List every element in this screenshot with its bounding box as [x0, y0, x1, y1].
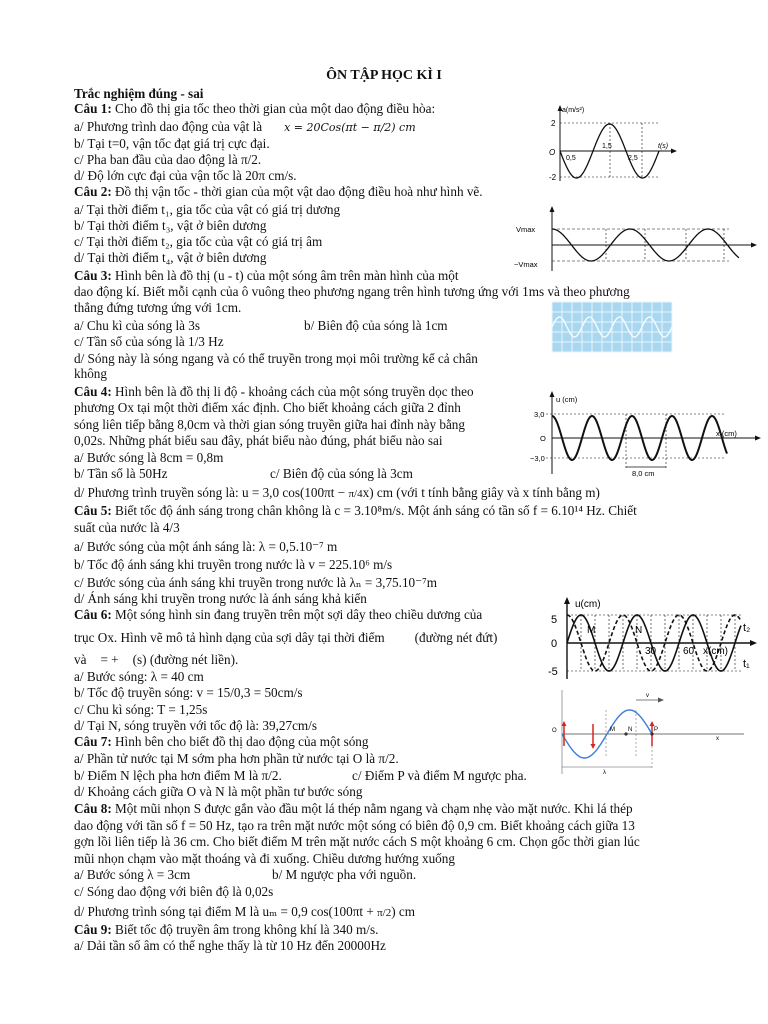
q5-stem-1: Câu 5: Biết tốc độ ánh sáng trong chân không là c = 3.10⁸m/s. Một ánh sáng có tần số f = 6.10¹⁴ Hz. Chiết — [74, 503, 637, 518]
fig2-vmax: Vmax — [516, 225, 536, 234]
q1-equation: x = 20Cos(πt − π/2) cm — [284, 121, 416, 134]
page-title: ÔN TẬP HỌC KÌ I — [326, 68, 442, 83]
q4-option-a: a/ Bước sóng là 8cm = 0,8m — [74, 450, 224, 465]
q4-stem-3: sóng liên tiếp bằng 8,0cm và thời gian sóng truyền giữa hai đỉnh này bằng — [74, 417, 465, 432]
fig4-ymin: −3,0 — [530, 454, 545, 463]
q7-option-c: c/ Điểm P và điểm M ngược pha. — [352, 768, 527, 783]
fig6-ylabel: u(cm) — [575, 599, 601, 610]
fig7-point-o: O — [552, 728, 557, 734]
fig7-wave-diagram — [548, 690, 748, 776]
q1-option-b: b/ Tại t=0, vận tốc đạt giá trị cực đại. — [74, 136, 270, 151]
q4-option-b: b/ Tần số là 50Hz — [74, 466, 168, 481]
fig7-point-n: N — [628, 727, 633, 733]
q4-stem-2: phương Ox tại một thời điểm xác định. Cho biết khoảng cách giữa 2 đỉnh — [74, 400, 461, 415]
q7-option-d: d/ Khoảng cách giữa O và N là một phần tư bước sóng — [74, 784, 363, 799]
fig2-velocity-graph — [514, 205, 759, 273]
section-heading: Trắc nghiệm đúng - sai — [74, 86, 204, 101]
fig6-tick-x-30: 30 — [645, 646, 657, 657]
q9-option-a: a/ Dải tần số âm có thể nghe thấy là từ 10 Hz đến 20000Hz — [74, 938, 386, 953]
q2-option-b: b/ Tại thời điểm t₃, vật ở biên dương — [74, 218, 267, 233]
q3-option-d: d/ Sóng này là sóng ngang và có thể truyền trong mọi môi trường kể cả chân — [74, 351, 478, 366]
q3-stem-1: Câu 3: Hình bên là đồ thị (u - t) của một sóng âm trên màn hình của một — [74, 268, 459, 283]
q1-option-c: c/ Pha ban đầu của dao động là π/2. — [74, 152, 262, 167]
fig6-label-t1: t₁ — [743, 658, 750, 670]
q5-option-d: d/ Ánh sáng khi truyền trong nước là ánh sáng khả kiến — [74, 591, 367, 606]
q3-option-b: b/ Biên độ của sóng là 1cm — [304, 318, 448, 333]
q4-stem-1: Câu 4: Hình bên là đồ thị li độ - khoảng cách của một sóng truyền dọc theo — [74, 384, 474, 399]
q5-option-c: c/ Bước sóng của ánh sáng khi truyền trong nước là λₙ = 3,75.10⁻⁷m — [74, 575, 437, 590]
q8-stem-2: dao động với tần số f = 50 Hz, tạo ra trên mặt nước một sóng có biên độ 0,9 cm. Biết khoảng cách giữa 13 — [74, 818, 635, 833]
q5-stem-2: suất của nước là 4/3 — [74, 520, 180, 535]
q3-option-c: c/ Tần số của sóng là 1/3 Hz — [74, 334, 224, 349]
q8-option-b: b/ M ngược pha với nguồn. — [272, 867, 417, 882]
fig1-tick-0: 0,5 — [566, 155, 576, 162]
q3-stem-3: thẳng đứng tương ứng với 1cm. — [74, 300, 242, 315]
q7-option-b: b/ Điểm N lệch pha hơn điểm M là π/2. — [74, 768, 282, 783]
fig1-ylabel: a(m/s²) — [562, 107, 585, 114]
fig4-origin: O — [540, 434, 546, 443]
fig4-distance-label: 8,0 cm — [632, 469, 655, 478]
q9-stem: Câu 9: Biết tốc độ truyền âm trong không khí là 340 m/s. — [74, 922, 379, 937]
q4-stem-4: 0,02s. Những phát biểu sau đây, phát biểu nào đúng, phát biểu nào sai — [74, 433, 443, 448]
q3-option-d-cont: không — [74, 366, 107, 381]
q8-stem-4: mũi nhọn chạm vào mặt thoáng và đi xuống. Chiều dương hướng xuống — [74, 851, 455, 866]
q8-option-c: c/ Sóng dao động với biên độ là 0,02s — [74, 884, 274, 899]
q2-option-a: a/ Tại thời điểm t₁, gia tốc của vật có giá trị dương — [74, 202, 341, 217]
fig1-acceleration-graph — [540, 103, 680, 183]
q8-option-a: a/ Bước sóng λ = 3cm — [74, 867, 191, 882]
fig6-tick-y-neg5: -5 — [548, 666, 558, 678]
q8-option-d: d/ Phương trình sóng tại điểm M là uₘ = 0,9 cos(100πt + π/2) cm — [74, 904, 416, 919]
fig1-ymax: 2 — [551, 119, 556, 128]
fig7-x-label: x — [716, 736, 719, 742]
fig4-ylabel: u (cm) — [556, 395, 578, 404]
q8-stem-1: Câu 8: Một mũi nhọn S được gắn vào đầu một lá thép nằm ngang và chạm nhẹ vào mặt nước. Khi lá thép — [74, 801, 633, 816]
q6-option-b: b/ Tốc độ truyền sóng: v = 15/0,3 = 50cm/s — [74, 685, 303, 700]
q6-option-c: c/ Chu kì sóng: T = 1,25s — [74, 702, 208, 717]
q6-option-d: d/ Tại N, sóng truyền với tốc độ là: 39,27cm/s — [74, 718, 317, 733]
q6-option-a: a/ Bước sóng: λ = 40 cm — [74, 669, 204, 684]
fig6-point-m: M — [587, 625, 596, 636]
q6-stem-1: Câu 6: Một sóng hình sin đang truyền trên một sợi dây theo chiều dương của — [74, 607, 483, 622]
q2-option-d: d/ Tại thời điểm t₄, vật ở biên dương — [74, 250, 267, 265]
fig6-tick-x-60: 60 — [683, 646, 695, 657]
fig7-velocity-label: v — [646, 693, 649, 699]
fig1-xlabel: t(s) — [658, 143, 669, 150]
q4-option-d: d/ Phương trình truyền sóng là: u = 3,0 cos(100πt − π/4x) cm (với t tính bằng giây và x tính bằng m) — [74, 485, 600, 500]
fig6-point-n: N — [635, 625, 643, 636]
fig6-tick-y-0: 0 — [551, 638, 558, 650]
q1-option-d: d/ Độ lớn cực đại của vận tốc là 20π cm/s. — [74, 168, 297, 183]
fig1-tick-2: 2,5 — [628, 155, 638, 162]
q8-stem-3: gợn lồi liên tiếp là 36 cm. Cho biết điểm M trên mặt nước cách S một khoảng 6 cm. Chọn gốc thời gian lúc — [74, 834, 640, 849]
fig6-label-t2: t₂ — [743, 622, 751, 634]
fig1-origin: O — [549, 148, 556, 157]
q3-stem-2: dao động kí. Biết mỗi cạnh của ô vuông theo phương ngang trên hình tương ứng với 1ms và theo phương — [74, 284, 630, 299]
q6-stem-2: trục Ox. Hình vẽ mô tả hình dạng của sợi dây tại thời điểm (đường nét đứt) — [74, 630, 498, 645]
fig6-string-graph — [545, 597, 760, 679]
fig7-point-m: M — [610, 727, 615, 733]
fig7-lambda-label: λ — [603, 770, 606, 776]
fig4-ymax: 3,0 — [534, 410, 545, 419]
fig1-ymin: -2 — [549, 173, 557, 182]
q6-stem-3: và = + (s) (đường nét liền). — [74, 652, 239, 667]
q5-option-b: b/ Tốc độ ánh sáng khi truyền trong nước là v = 225.10⁶ m/s — [74, 557, 393, 572]
fig7-point-p: P — [654, 727, 659, 733]
q2-stem: Câu 2: Đồ thị vận tốc - thời gian của một vật dao động điều hoà như hình vẽ. — [74, 184, 483, 199]
fig3-oscilloscope-screen — [552, 302, 672, 352]
q7-option-a: a/ Phần tử nước tại M sớm pha hơn phần tử nước tại O là π/2. — [74, 751, 399, 766]
q7-stem: Câu 7: Hình bên cho biết đồ thị dao động của một sóng — [74, 734, 369, 749]
q4-option-c: c/ Biên độ của sóng là 3cm — [270, 466, 413, 481]
q3-option-a: a/ Chu kì của sóng là 3s — [74, 318, 200, 333]
fig1-tick-1: 1,5 — [602, 143, 612, 150]
fig4-wave-graph — [530, 390, 765, 476]
q1-option-a: a/ Phương trình dao động của vật là x = 20Cos(πt − π/2) cm — [74, 119, 416, 134]
q2-option-c: c/ Tại thời điểm t₂, gia tốc của vật có giá trị âm — [74, 234, 323, 249]
fig2-vmin: −Vmax — [514, 260, 538, 269]
fig4-xlabel: x (cm) — [716, 429, 737, 438]
q5-option-a: a/ Bước sóng của một ánh sáng là: λ = 0,5.10⁻⁷ m — [74, 539, 338, 554]
q1-stem: Câu 1: Cho đồ thị gia tốc theo thời gian của một dao động điều hòa: — [74, 101, 436, 116]
fig6-xlabel: x(cm) — [703, 646, 728, 657]
fig6-tick-y-5: 5 — [551, 614, 558, 626]
